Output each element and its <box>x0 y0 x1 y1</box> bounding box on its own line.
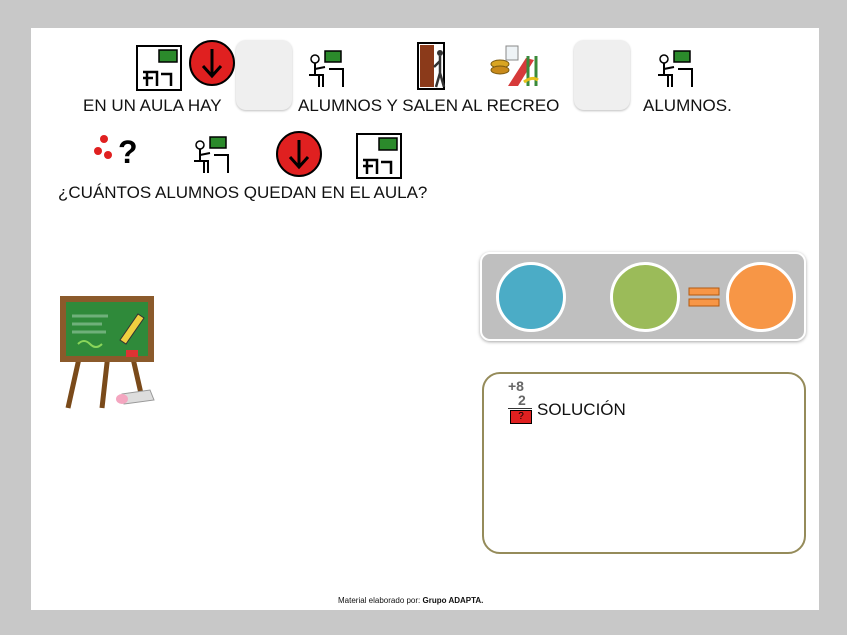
blackboard-icon <box>58 294 158 412</box>
problem-text-part2: ALUMNOS Y SALEN AL RECREO <box>298 96 560 115</box>
how-many-icon <box>92 131 144 171</box>
exit-door-icon <box>412 41 452 91</box>
down-arrow-icon <box>275 130 323 178</box>
math-operation-icon <box>506 378 536 424</box>
problem-text-part3: ALUMNOS. <box>643 96 732 115</box>
svg-text:?: ? <box>118 134 138 170</box>
operand-2-circle[interactable] <box>610 262 680 332</box>
problem-text-part1: EN UN AULA HAY <box>83 96 222 115</box>
footer-prefix: Material elaborado por: <box>338 596 421 605</box>
problem-question: ¿CUÁNTOS ALUMNOS QUEDAN EN EL AULA? <box>58 183 428 202</box>
recess-playground-icon <box>488 42 542 90</box>
down-arrow-icon <box>188 39 236 87</box>
blank-total-students[interactable] <box>236 40 292 110</box>
math-icon-question: ? <box>510 410 532 424</box>
math-icon-mid: 2 <box>518 392 526 408</box>
footer-author: Grupo ADAPTA. <box>422 596 484 605</box>
result-circle[interactable] <box>726 262 796 332</box>
student-at-desk-icon <box>305 47 349 91</box>
student-at-desk-icon <box>654 47 698 91</box>
equals-icon <box>688 286 720 308</box>
operand-1-circle[interactable] <box>496 262 566 332</box>
student-at-desk-icon <box>190 133 234 177</box>
solution-label: SOLUCIÓN <box>537 400 626 419</box>
classroom-desk-icon <box>135 44 183 92</box>
footer-credit <box>338 596 483 605</box>
operation-box <box>480 252 806 341</box>
blank-students-leaving[interactable] <box>574 40 630 110</box>
math-icon-top: +8 <box>508 378 524 394</box>
classroom-desk-icon <box>355 132 403 180</box>
